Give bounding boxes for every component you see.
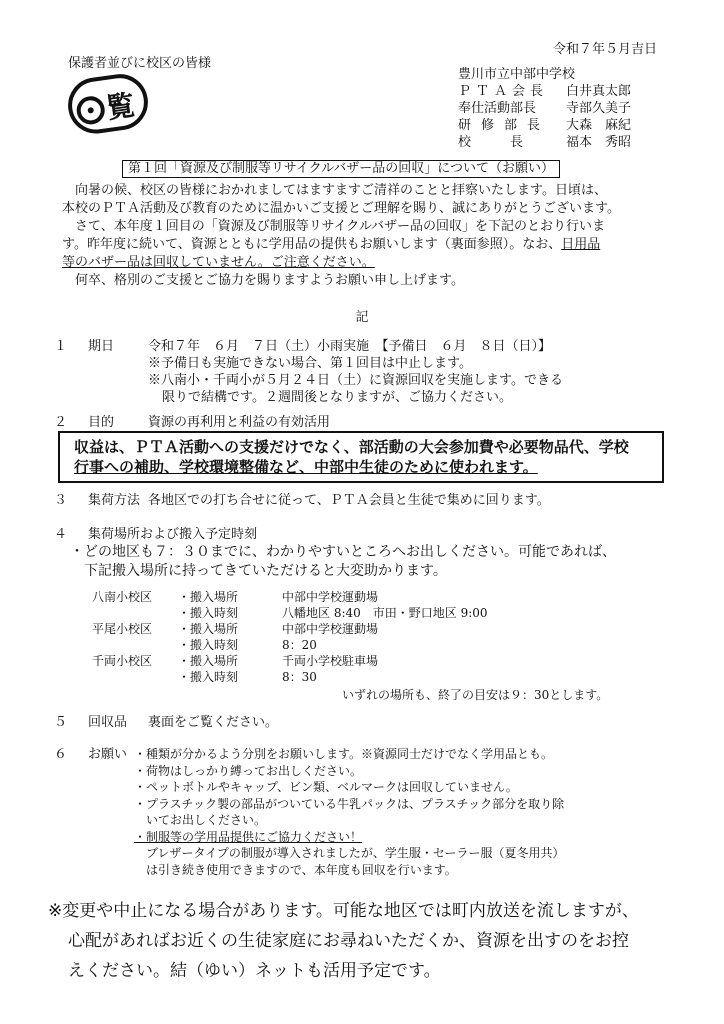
section-1-number: １ xyxy=(54,339,68,354)
district-place-label: ・搬入場所 xyxy=(178,622,239,636)
list-item: ・制服等の学用品提供にご協力ください！ xyxy=(134,829,363,844)
list-item: ・プラスチック製の部品がついている牛乳パックは、プラスチック部分を取り除 xyxy=(134,796,565,811)
circulation-stamp-icon xyxy=(62,68,152,140)
section-4-label: 集荷場所および搬入予定時刻 xyxy=(88,527,258,542)
list-item: ・荷物はしっかり縛ってお出しください。 xyxy=(134,763,363,778)
section-3-text: 各地区での打ち合せに従って、ＰＴＡ会員と生徒で集めに回ります。 xyxy=(148,493,550,508)
list-item: ・種類が分かるよう分別をお願いします。※資源同士だけでなく学用品とも。 xyxy=(134,747,554,761)
section-6-number: ６ xyxy=(54,747,68,762)
sender-row: 奉仕活動部長 寺部久美子 xyxy=(458,101,632,116)
district-time: 8：20 xyxy=(282,638,317,652)
sender-school: 豊川市立中部中学校 xyxy=(458,67,576,82)
document-title: 第１回「資源及び制服等リサイクルバザー品の回収」について（お願い） xyxy=(122,160,560,178)
issue-date: 令和７年５月吉日 xyxy=(552,42,657,57)
ki-heading: 記 xyxy=(355,310,369,325)
district-name: 平尾小校区 xyxy=(92,622,153,636)
list-item: ブレザータイプの制服が導入されましたが、学生服・セーラー服（夏冬用共） xyxy=(134,846,565,860)
district-place: 中部中学校運動場 xyxy=(282,590,379,604)
sender-row: ＰＴＡ会長 白井真太郎 xyxy=(458,84,632,99)
section-6-list xyxy=(134,746,564,878)
sender-block xyxy=(458,66,631,151)
stamp-text: 覧 xyxy=(104,88,137,125)
district-name: 千両小校区 xyxy=(92,654,153,668)
district-place-label: ・搬入場所 xyxy=(178,590,239,604)
district-name: 八南小校区 xyxy=(92,590,153,604)
section-1-label: 期日 xyxy=(88,339,115,354)
sender-row: 研修部長 大森 麻紀 xyxy=(458,118,632,133)
section-1-note: ※予備日も実施できない場合、第１回目は中止します。 xyxy=(148,356,472,371)
list-item: は引き続き使用できますので、本年度も回収を行います。 xyxy=(134,862,457,877)
circulation-stamp xyxy=(62,68,152,140)
district-time: 八幡地区 8:40 市田・野口地区 9:00 xyxy=(282,606,488,620)
section-2-label: 目的 xyxy=(88,415,115,430)
section-6-label: お願い xyxy=(88,747,128,762)
section-1-date: 令和７年 ６月 ７日（土）小雨実施 【予備日 ６月 ８日（日）】 xyxy=(148,339,552,354)
recipients: 保護者並びに校区の皆様 xyxy=(68,56,212,71)
sender-row: 校 長 福本 秀昭 xyxy=(458,135,632,150)
district-place: 中部中学校運動場 xyxy=(282,622,379,636)
proceeds-text: 収益は、ＰＴＡ活動への支援だけでなく、部活動の大会参加費や必要物品代、学校 行事への補助、学校環境整備など、中部中生徒のために使われます。 xyxy=(74,438,629,476)
district-time: 8：30 xyxy=(282,670,317,684)
list-item: いてお出しください。 xyxy=(134,813,267,827)
section-4-end-note: いずれの場所も、終了の目安は９：30とします。 xyxy=(342,688,609,702)
footer-notice: ※変更や中止になる場合があります。可能な地区では町内放送を流しますが、 心配があればお近くの生徒家庭にお尋ねいただくか、資源を出すのをお控 えください。結（ゆい）ネットも活用予定です。 xyxy=(48,901,639,981)
district-place-label: ・搬入場所 xyxy=(178,654,239,668)
district-place: 千両小学校駐車場 xyxy=(282,654,379,668)
list-item: ・ペットボトルやキャップ、ビン類、ベルマークは回収していません。 xyxy=(134,780,518,794)
section-3-number: ３ xyxy=(54,493,68,508)
section-2-number: ２ xyxy=(54,415,68,430)
section-5-text: 裏面をご覧ください。 xyxy=(148,715,279,730)
section-4-note: ・どの地区も７：３０までに、わかりやすいところへお出しください。可能であれば、 下記搬入場所に持ってきていただけると大変助かります。 xyxy=(70,544,616,579)
greeting-text: 向暑の候、校区の皆様におかれましてはますますご清祥のことと拝察いたします。日頃は、 本校のＰＴＡ活動及び教育のために温かいご支援とご理解を賜り、誠にありがとうございます。 さて、本年度１回目の「資源及び制服等リサイクルバザー品の回収」を下記のとおり行いま す。昨年度に続いて、資源とともに学用品の提供もお願いします（裏面参照）。なお、日用品 等のバザー品は回収していません。ご注意ください。 何卒、格別のご支援とご協力を賜りますようお願い申し上げます。 xyxy=(62,183,620,288)
section-5-number: ５ xyxy=(54,715,68,730)
section-3-label: 集荷方法 xyxy=(88,493,141,508)
section-1-note: ※八南小・千両小が５月２４日（土）に資源回収を実施します。できる xyxy=(148,373,563,388)
section-5-label: 回収品 xyxy=(88,715,128,730)
section-1-note: 限りで結構です。２週間後となりますが、ご協力ください。 xyxy=(162,390,512,405)
district-time-label: ・搬入時刻 xyxy=(178,606,239,620)
district-time-label: ・搬入時刻 xyxy=(178,670,239,684)
section-4-number: ４ xyxy=(54,527,68,542)
section-2-text: 資源の再利用と利益の有効活用 xyxy=(148,415,331,430)
district-time-label: ・搬入時刻 xyxy=(178,638,239,652)
